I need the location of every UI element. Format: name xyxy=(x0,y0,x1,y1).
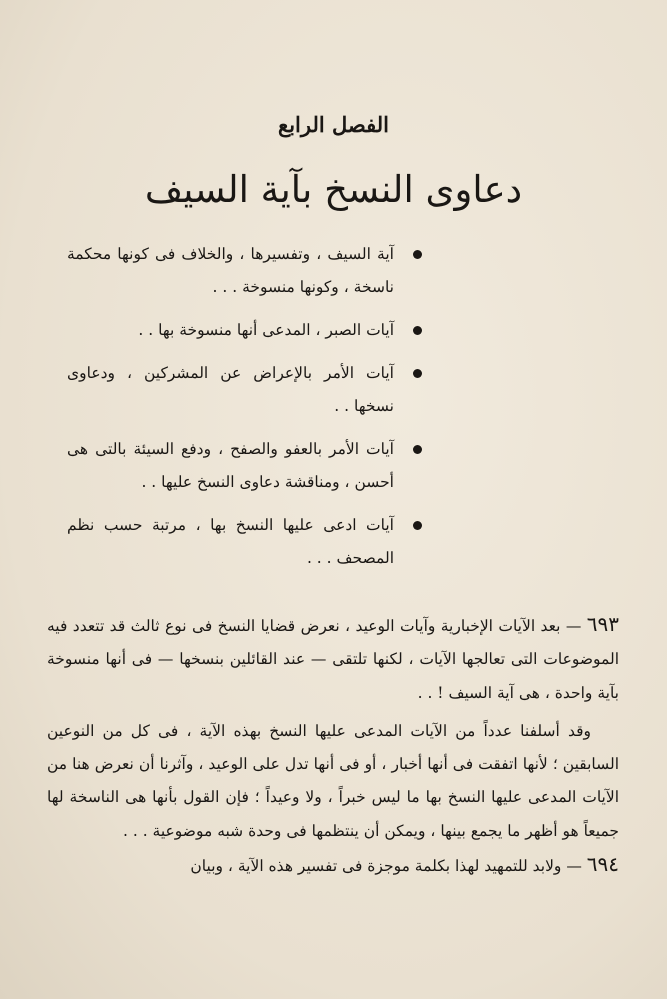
body-text xyxy=(47,608,619,883)
paragraph-693 xyxy=(47,608,619,710)
summary-item xyxy=(67,357,422,423)
paragraph-number: ٦٩٣ xyxy=(586,612,619,636)
paragraph-text: — ولابد للتمهيد لهذا بكلمة موجزة فى تفسير هذه الآية ، وبيان xyxy=(190,857,582,876)
summary-item-text: آيات الصبر ، المدعى أنها منسوخة بها . . xyxy=(138,321,394,339)
chapter-title: دعاوى النسخ بآية السيف xyxy=(144,168,523,211)
summary-list xyxy=(67,238,422,585)
paragraph-number: ٦٩٤ xyxy=(586,852,619,877)
summary-item xyxy=(67,509,422,575)
paragraph-text: — بعد الآيات الإخبارية وآيات الوعيد ، نعرض قضايا النسخ فى نوع ثالث قد تتعدد فيه الموضوعات التى تعالجها الآيات ، لكنها تلتقى — عند القائلين بنسخها — فى أنها منسوخة بآية واحدة ، هى آية السيف ! . . xyxy=(47,617,619,702)
paragraph-694 xyxy=(47,848,619,883)
bullet-icon xyxy=(413,521,422,530)
summary-item-text: آيات الأمر بالإعراض عن المشركين ، ودعاوى نسخها . . xyxy=(67,364,394,415)
paragraph-references: وقد أسلفنا عدداً من الآيات المدعى عليها النسخ بهذه الآية ، فى كل من النوعين السابقين ؛ لأنها اتفقت فى أنها أخبار ، أو فى أنها تدل على الوعيد ، وآثرنا أن نعرض هنا من الآيات المدعى عليها النسخ بها ما ليس خبراً ، ولا وعيداً ؛ فإن القول بأنها هى الناسخة لها جميعاً هو أظهر ما يجمع بينها ، ويمكن أن ينتظمها فى وحدة شبه موضوعية . . . xyxy=(47,721,619,840)
summary-item xyxy=(67,433,422,499)
summary-item-text: آيات ادعى عليها النسخ بها ، مرتبة حسب نظم المصحف . . . xyxy=(67,516,394,567)
summary-item xyxy=(67,314,422,347)
summary-item-text: آية السيف ، وتفسيرها ، والخلاف فى كونها محكمة ناسخة ، وكونها منسوخة . . . xyxy=(67,245,394,296)
bullet-icon xyxy=(413,369,422,378)
bullet-icon xyxy=(413,326,422,335)
summary-item-text: آيات الأمر بالعفو والصفح ، ودفع السيئة بالتى هى أحسن ، ومناقشة دعاوى النسخ عليها . . xyxy=(67,440,394,491)
bullet-icon xyxy=(413,250,422,259)
bullet-icon xyxy=(413,445,422,454)
summary-item xyxy=(67,238,422,304)
chapter-heading: الفصل الرابع xyxy=(278,112,389,137)
